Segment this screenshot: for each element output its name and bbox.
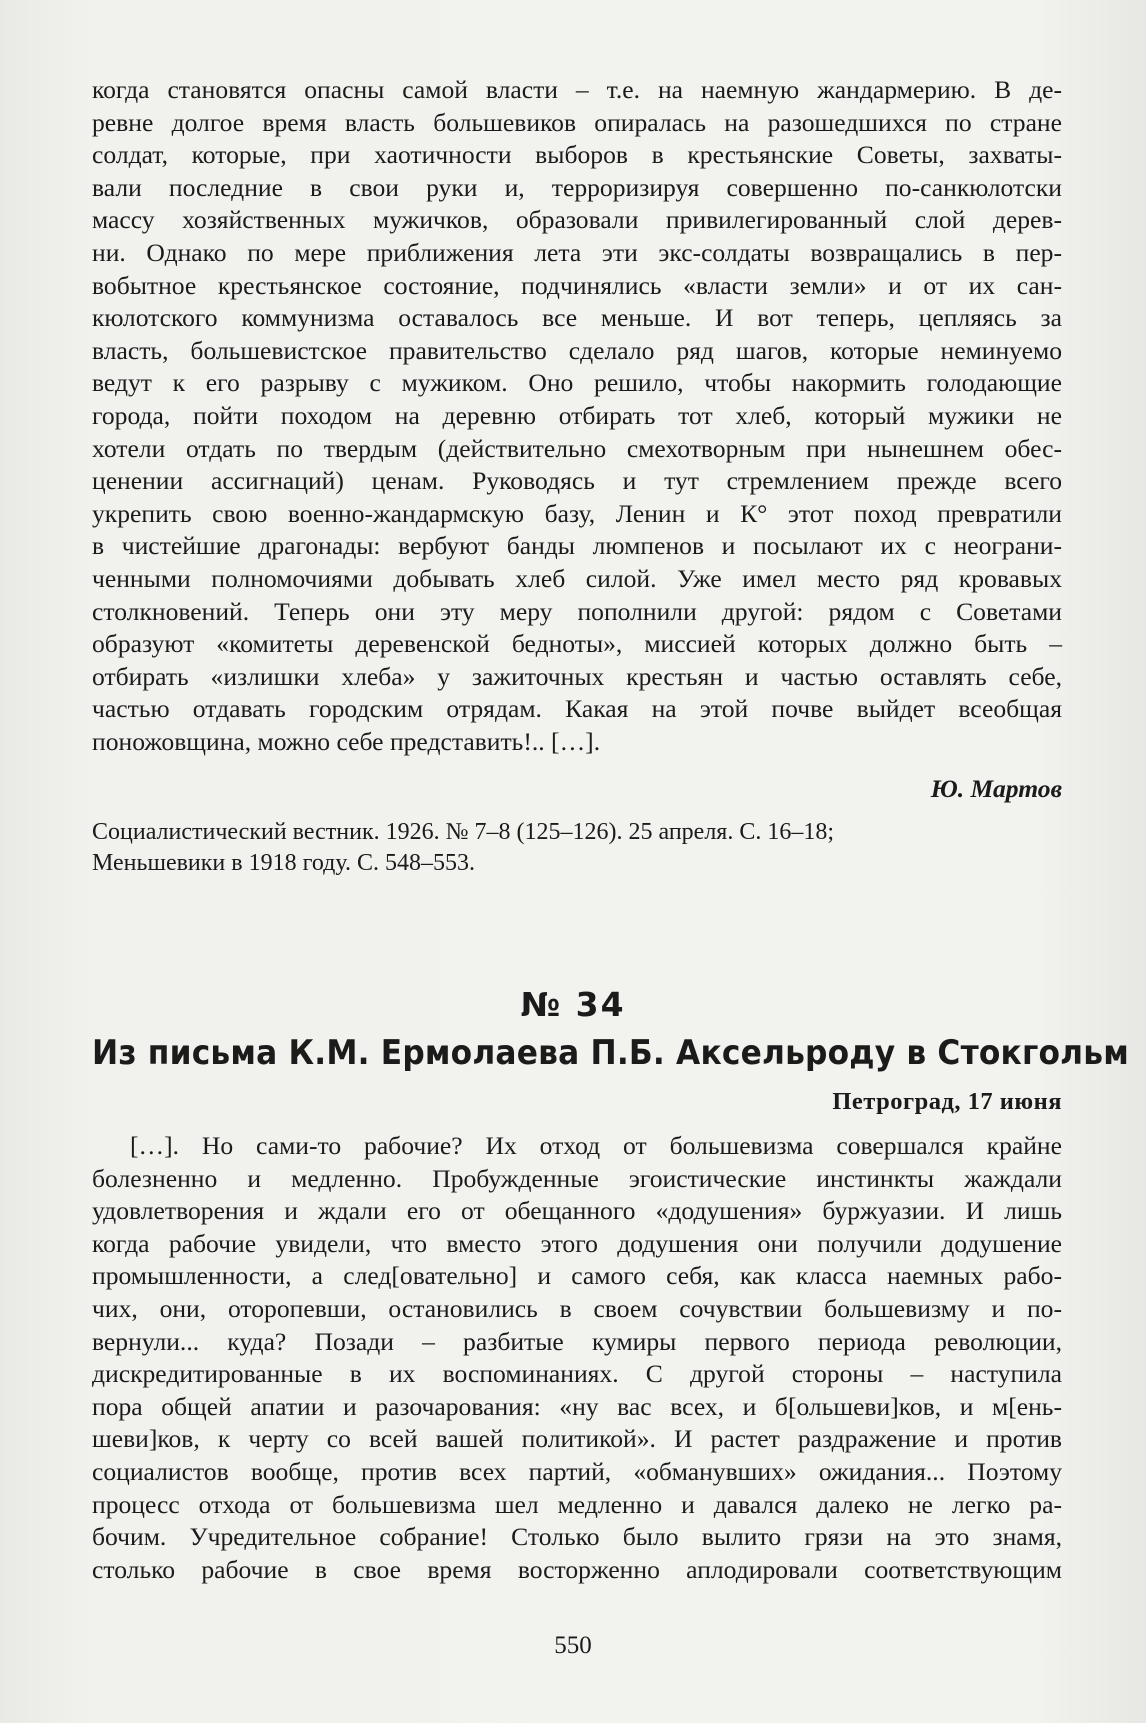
text-line: ценении ассигнаций) ценам. Руководясь и тут стремлением прежде всего	[92, 466, 1062, 496]
text-line: бочим. Учредительное собрание! Столько было вылито грязи на это знамя,	[92, 1522, 1062, 1552]
text-line: когда рабочие увидели, что вместо этого додушения они получили додушение	[92, 1228, 1062, 1258]
text-line: солдат, которые, при хаотичности выборов в крестьянские Советы, захваты-	[92, 140, 1062, 170]
text-line: столько рабочие в свое время восторженно аплодировали соответствующим	[92, 1554, 1062, 1584]
text-line: чих, они, оторопевши, остановились в своем сочувствии большевизму и по-	[92, 1293, 1062, 1323]
text-line: ведут к его разрыву с мужиком. Оно решило, чтобы накормить голодающие	[92, 368, 1062, 398]
top-paragraph	[92, 74, 1062, 758]
text-line: образуют «комитеты деревенской бедноты», миссией которых должно быть –	[92, 629, 1062, 659]
text-line: отбирать «излишки хлеба» у зажиточных крестьян и частью оставлять себе,	[92, 661, 1062, 691]
text-line: дискредитированные в их воспоминаниях. С другой стороны – наступила	[92, 1359, 1062, 1389]
document-title: Из письма К.М. Ермолаева П.Б. Аксельроду в Стокгольм	[92, 1033, 1129, 1073]
dateline: Петроград, 17 июня	[832, 1088, 1062, 1115]
text-line: […]. Но сами-то рабочие? Их отход от большевизма совершался крайне	[130, 1131, 1062, 1160]
text-line: столкновений. Теперь они эту меру пополнили другой: рядом с Советами	[92, 596, 1062, 626]
source-line: Социалистический вестник. 1926. № 7–8 (125–126). 25 апреля. С. 16–18;	[92, 819, 835, 845]
source-line: Меньшевики в 1918 году. С. 548–553.	[92, 850, 475, 876]
text-line: промышленности, а след[овательно] и самого себя, как класса наемных рабо-	[92, 1261, 1062, 1291]
page-number: 550	[554, 1632, 592, 1659]
text-line: шеви]ков, к черту со всей вашей политикой». И растет раздражение и против	[92, 1424, 1062, 1454]
text-line: вали последние в свои руки и, терроризируя совершенно по-санкюлотски	[92, 172, 1062, 202]
text-line: ревне долгое время власть большевиков опиралась на разошедшихся по стране	[92, 107, 1062, 137]
top-paragraph-text	[92, 74, 1062, 758]
text-line: укрепить свою военно-жандармскую базу, Ленин и К° этот поход превратили	[92, 498, 1062, 528]
text-line: города, пойти походом на деревню отбирать тот хлеб, который мужики не	[92, 400, 1062, 430]
text-line: в чистейшие драгонады: вербуют банды люмпенов и посылают их с неограни-	[92, 531, 1062, 561]
author-signature: Ю. Мартов	[930, 774, 1062, 803]
source-citation	[92, 817, 834, 879]
text-line: массу хозяйственных мужичков, образовали привилегированный слой дерев-	[92, 205, 1062, 235]
text-line: кюлотского коммунизма оставалось все меньше. И вот теперь, цепляясь за	[92, 303, 1062, 333]
text-line: ни. Однако по мере приближения лета эти экс-солдаты возвращались в пер-	[92, 237, 1062, 267]
text-line: частью отдавать городским отрядам. Какая на этой почве выйдет всеобщая	[92, 694, 1062, 724]
text-line: пора общей апатии и разочарования: «ну вас всех, и б[ольшеви]ков, и м[ень-	[92, 1391, 1062, 1421]
text-line: процесс отхода от большевизма шел медленно и давался далеко не легко ра-	[92, 1489, 1062, 1519]
document-number: № 34	[520, 985, 626, 1024]
text-line: вернули... куда? Позади – разбитые кумиры первого периода революции,	[92, 1326, 1062, 1356]
text-line: болезненно и медленно. Пробужденные эгоистические инстинкты жаждали	[92, 1163, 1062, 1193]
text-line: власть, большевистское правительство сделало ряд шагов, которые неминуемо	[92, 335, 1062, 365]
text-line: вобытное крестьянское состояние, подчинялись «власти земли» и от их сан-	[92, 270, 1062, 300]
bottom-paragraph	[92, 1130, 1062, 1586]
text-line: удовлетворения и ждали его от обещанного «додушения» буржуазии. И лишь	[92, 1196, 1062, 1226]
text-line: социалистов вообще, против всех партий, «обманувших» ожидания... Поэтому	[92, 1456, 1062, 1486]
bottom-paragraph-text	[92, 1130, 1062, 1586]
text-line: поножовщина, можно себе представить!.. […].	[92, 726, 601, 756]
text-line: ченными полномочиями добывать хлеб силой. Уже имел место ряд кровавых	[92, 563, 1062, 593]
text-line: хотели отдать по твердым (действительно смехотворным при нынешнем обес-	[92, 433, 1062, 463]
text-line: когда становятся опасны самой власти – т.е. на наемную жандармерию. В де-	[92, 75, 1062, 104]
